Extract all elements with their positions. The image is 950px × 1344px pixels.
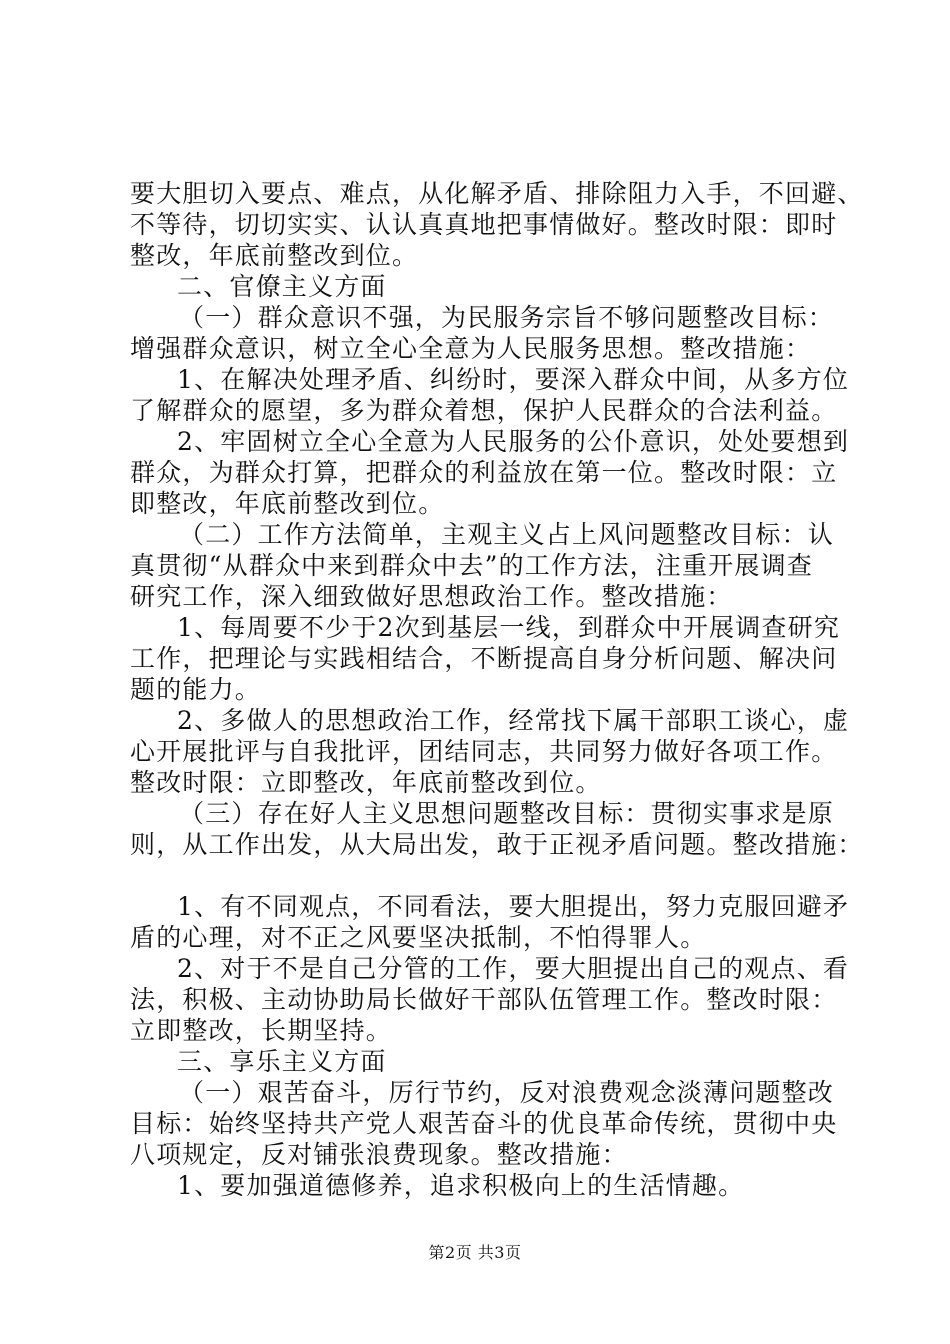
section-heading: 二、官僚主义方面 xyxy=(177,272,387,301)
text-line: 2、对于不是自己分管的工作，要大胆提出自己的观点、看 xyxy=(177,954,850,983)
text-line: 盾的心理，对不正之风要坚决抵制，不怕得罪人。 xyxy=(130,923,707,952)
text-line: 增强群众意识，树立全心全意为人民服务思想。整改措施： xyxy=(130,334,812,363)
text-line: 立即整改，长期坚持。 xyxy=(130,1016,393,1045)
text-line: 心开展批评与自我批评，团结同志，共同努力做好各项工作。 xyxy=(130,737,838,766)
text-line: （一）群众意识不强，为民服务宗旨不够问题整改目标： xyxy=(179,303,835,332)
page-footer: 第2页 共3页 xyxy=(428,1243,522,1262)
text-line: （一）艰苦奋斗，厉行节约，反对浪费观念淡薄问题整改 xyxy=(179,1078,835,1107)
text-line: 八项规定，反对铺张浪费现象。整改措施： xyxy=(130,1140,628,1169)
text-line: 研究工作，深入细致做好思想政治工作。整改措施： xyxy=(130,582,733,611)
text-line: 1、在解决处理矛盾、纠纷时，要深入群众中间，从多方位 xyxy=(177,365,850,394)
text-line: 整改，年底前整改到位。 xyxy=(130,241,419,270)
text-line: 不等待，切切实实、认认真真地把事情做好。整改时限：即时 xyxy=(130,210,838,239)
text-line: 法，积极、主动协助局长做好干部队伍管理工作。整改时限： xyxy=(130,985,838,1014)
text-line: 要大胆切入要点、难点，从化解矛盾、排除阻力入手，不回避、 xyxy=(130,179,864,208)
text-line: 2、多做人的思想政治工作，经常找下属干部职工谈心，虚 xyxy=(177,706,850,735)
text-line: 则，从工作出发，从大局出发，敢于正视矛盾问题。整改措施： xyxy=(130,830,864,859)
text-line: （三）存在好人主义思想问题整改目标：贯彻实事求是原 xyxy=(179,799,835,828)
text-line: 即整改，年底前整改到位。 xyxy=(130,489,445,518)
text-line: 目标：始终坚持共产党人艰苦奋斗的优良革命传统，贯彻中央 xyxy=(130,1109,838,1138)
text-line: 题的能力。 xyxy=(130,675,262,704)
text-line: 1、有不同观点，不同看法，要大胆提出，努力克服回避矛 xyxy=(177,892,850,921)
text-line: 2、牢固树立全心全意为人民服务的公仆意识，处处要想到 xyxy=(177,427,850,456)
text-line: 1、要加强道德修养，追求积极向上的生活情趣。 xyxy=(177,1171,745,1200)
section-heading: 三、享乐主义方面 xyxy=(177,1047,387,1076)
text-line: 1、每周要不少于2次到基层一线，到群众中开展调查研究 xyxy=(177,613,841,642)
text-line: 整改时限：立即整改，年底前整改到位。 xyxy=(130,768,602,797)
text-line: 了解群众的愿望，多为群众着想，保护人民群众的合法利益。 xyxy=(130,396,838,425)
text-line: 工作，把理论与实践相结合，不断提高自身分析问题、解决问 xyxy=(130,644,838,673)
text-line: 群众，为群众打算，把群众的利益放在第一位。整改时限：立 xyxy=(130,458,838,487)
text-line: （二）工作方法简单，主观主义占上风问题整改目标：认 xyxy=(179,520,835,549)
text-line: 真贯彻“从群众中来到群众中去”的工作方法，注重开展调查 xyxy=(130,551,813,580)
